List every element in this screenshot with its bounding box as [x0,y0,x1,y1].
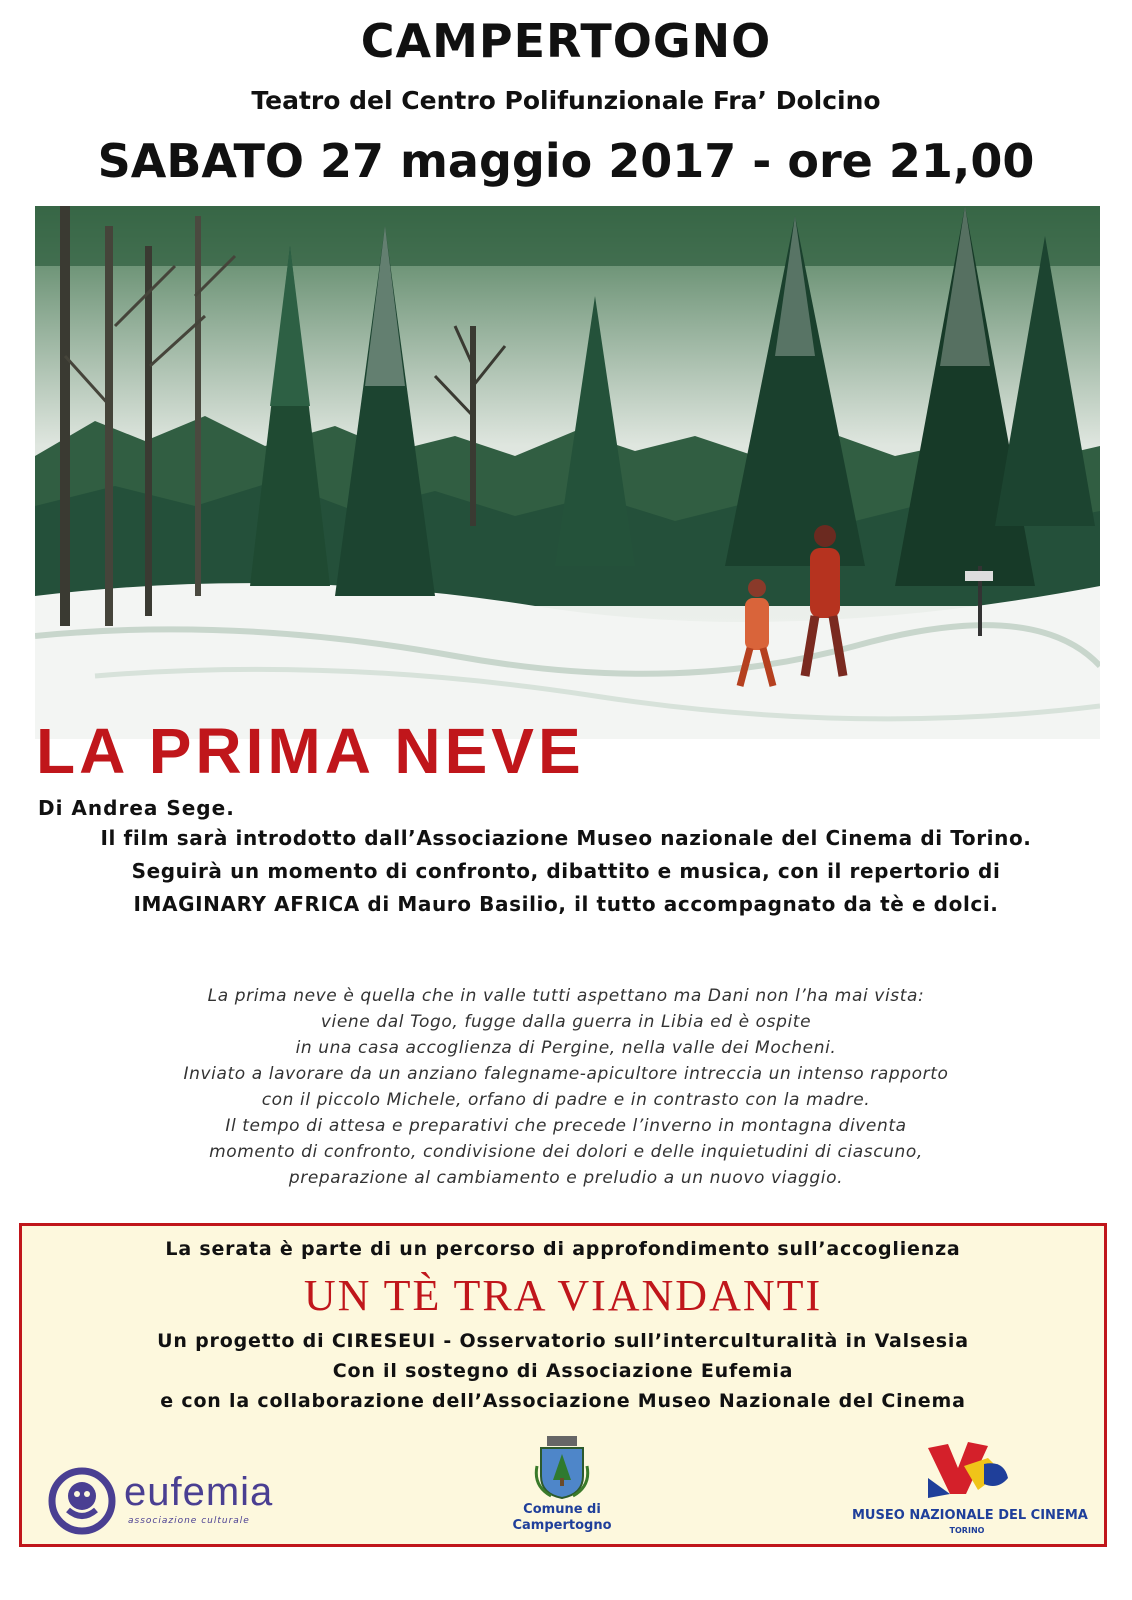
project-title: UN TÈ TRA VIANDANTI [303,1271,823,1320]
eufemia-logo [46,1466,326,1536]
museo-cinema-logo [852,1438,1088,1546]
comune-label-1: Comune di [523,1502,601,1517]
box-intro-line: La serata è parte di un percorso di approfondimento sull’accoglienza [165,1238,961,1260]
project-promoter: Un progetto di CIRESEUI - Osservatorio sull’interculturalità in Valsesia [157,1330,969,1352]
project-info-box [19,1223,1107,1547]
synopsis-line: in una casa accoglienza di Pergine, nella valle dei Mocheni. [295,1038,837,1058]
synopsis-line: momento di confronto, condivisione dei dolori e delle inquietudini di ciascuno, [209,1142,923,1162]
eufemia-face-icon [46,1466,124,1536]
intro-line: IMAGINARY AFRICA di Mauro Basilio, il tutto accompagnato da tè e dolci. [133,892,999,916]
comune-crest-logo [502,1436,622,1546]
film-title: LA PRIMA NEVE [36,715,585,787]
venue-subtitle: Teatro del Centro Polifunzionale Fra’ Dolcino [251,86,881,115]
synopsis-line: viene dal Togo, fugge dalla guerra in Libia ed è ospite [320,1012,812,1032]
mnc-mark-icon [918,1438,1014,1500]
museo-sublabel: TORINO [949,1526,985,1535]
project-support: Con il sostegno di Associazione Eufemia [332,1360,794,1382]
intro-line: Il film sarà introdotto dall’Associazione Museo nazionale del Cinema di Torino. [100,826,1032,850]
project-collaboration: e con la collaborazione dell’Associazione Museo Nazionale del Cinema [160,1390,966,1412]
comune-label-2: Campertogno [512,1518,612,1533]
intro-line: Seguirà un momento di confronto, dibattito e musica, con il repertorio di [131,859,1001,883]
synopsis-line: La prima neve è quella che in valle tutti aspettano ma Dani non l’ha mai vista: [207,986,925,1006]
town-title: CAMPERTOGNO [360,14,772,68]
snowy-forest-illustration [35,206,1100,739]
synopsis-line: Il tempo di attesa e preparativi che precede l’inverno in montagna diventa [225,1116,907,1136]
eufemia-wordmark: eufemia [124,1470,274,1514]
synopsis-line: Inviato a lavorare da un anziano falegname-apicultore intreccia un intenso rapporto [183,1064,949,1084]
event-date-time: SABATO 27 maggio 2017 - ore 21,00 [97,134,1035,188]
museo-label: MUSEO NAZIONALE DEL CINEMA [852,1508,1088,1523]
synopsis-line: con il piccolo Michele, orfano di padre e in contrasto con la madre. [261,1090,871,1110]
coat-of-arms-icon [533,1436,591,1500]
synopsis-line: preparazione al cambiamento e preludio a un nuovo viaggio. [288,1168,844,1188]
film-director: Di Andrea Sege. [38,796,235,820]
eufemia-tagline: associazione culturale [128,1516,250,1526]
